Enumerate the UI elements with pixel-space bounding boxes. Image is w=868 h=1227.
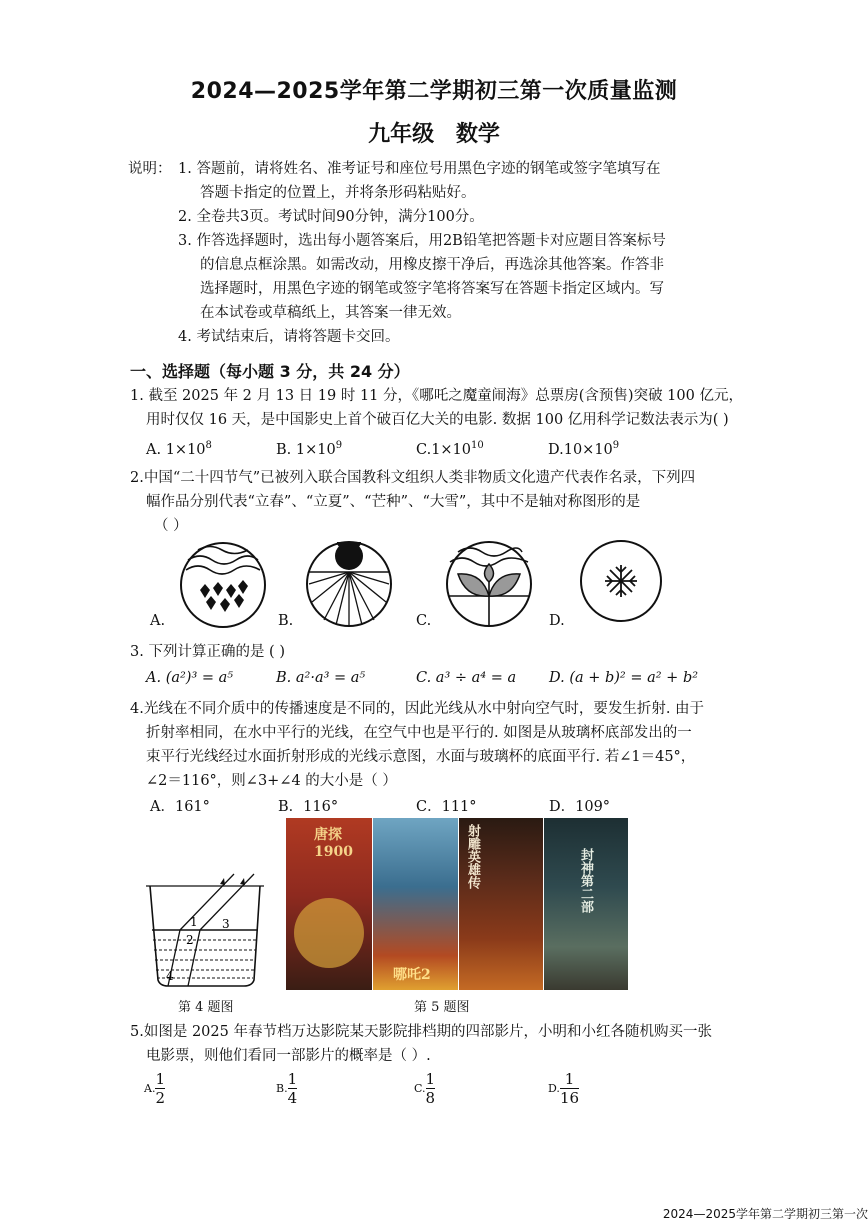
q4-option-d: D．109°	[549, 799, 611, 815]
q1-option-d: $D.10\times 10^9$	[548, 440, 620, 458]
note-line: 3. 作答选择题时，选出每小题答案后，用2B铅笔把答题卡对应题目答案标号	[178, 233, 666, 249]
q3-option-c: C. a³ ÷ a⁴ = a	[416, 670, 517, 686]
note-line: 1. 答题前，请将姓名、准考证号和座位号用黑色字迹的钢笔或签字笔填写在	[178, 161, 661, 177]
q1-option-c: $C.1\times 10^{10}$	[416, 440, 484, 458]
q2-option-a: A.	[150, 613, 166, 629]
poster-title: 唐探1900	[314, 827, 353, 860]
solar-term-lichun-figure	[178, 540, 268, 630]
movie-poster-1	[286, 818, 372, 990]
q5-option-b: B. $\frac{1}{4}$	[276, 1070, 298, 1107]
q1-line: 用时仅仅 16 天，是中国影史上首个破百亿大关的电影. 数据 100 亿用科学记数法表示为( )	[146, 412, 729, 428]
solar-term-lixia-figure	[304, 538, 394, 630]
q4-line: 折射率相同，在水中平行的光线，在空气中也是平行的. 如图是从玻璃杯底部发出的一	[146, 725, 692, 741]
note-line: 答题卡指定的位置上，并将条形码粘贴好。	[200, 185, 476, 201]
poster-title: 哪吒2	[393, 967, 431, 983]
q4-option-b: B．116°	[278, 799, 339, 815]
solar-term-mangzhong-figure	[444, 538, 534, 630]
q4-line: ∠2＝116°，则∠3+∠4 的大小是（ ）	[146, 773, 397, 789]
note-line: 4. 考试结束后，请将答题卡交回。	[178, 329, 400, 345]
note-line: 的信息点框涂黑。如需改动，用橡皮擦干净后，再选涂其他答案。作答非	[200, 257, 664, 273]
q4-line: 束平行光线经过水面折射形成的光线示意图，水面与玻璃杯的底面平行. 若∠1＝45°，	[146, 749, 696, 765]
q2-option-d: D.	[549, 613, 565, 629]
q3-option-b: B. a²·a³ = a⁵	[276, 670, 366, 686]
exam-subtitle: 九年级 数学	[368, 122, 500, 147]
poster-title: 封神第二部	[578, 848, 593, 913]
q3-stem: 3. 下列计算正确的是 ( )	[130, 644, 285, 660]
q2-line: 幅作品分别代表“立春”、“立夏”、“芒种”、“大雪”，其中不是轴对称图形的是	[146, 494, 641, 510]
q2-line: （ ）	[154, 518, 188, 534]
note-line: 在本试卷或草稿纸上，其答案一律无效。	[200, 305, 461, 321]
q3-option-a: A. (a²)³ = a⁵	[146, 670, 234, 686]
figure-caption-5: 第 5 题图	[414, 1000, 470, 1015]
q5-option-d: D. $\frac{1}{16}$	[548, 1070, 580, 1107]
q4-option-a: A．161°	[150, 799, 210, 815]
angle-label: 3	[222, 917, 230, 931]
notes-label: 说明：	[128, 161, 172, 177]
q3-option-d: D. (a + b)² = a² + b²	[549, 670, 699, 686]
glass-refraction-figure	[140, 868, 270, 992]
q5-line: 5.如图是 2025 年春节档万达影院某天影院排档期的四部影片，小明和小红各随机购买一张	[130, 1024, 712, 1040]
note-line: 2. 全卷共3页。考试时间90分钟，满分100分。	[178, 209, 484, 225]
q5-line: 电影票，则他们看同一部影片的概率是（ ）.	[146, 1048, 431, 1064]
movie-poster-2	[373, 818, 458, 990]
figure-caption-4: 第 4 题图	[178, 1000, 234, 1015]
angle-label: 2	[186, 933, 194, 947]
page-footer: 2024—2025学年第二学期初三第一次	[662, 1207, 868, 1221]
q2-line: 2.中国“二十四节气”已被列入联合国教科文组织人类非物质文化遗产代表作名录，下列四	[130, 470, 696, 486]
q1-option-b: B. $1\times 10^9$	[276, 440, 343, 458]
poster-title: 射雕英雄传	[465, 824, 480, 889]
section-heading: 一、选择题（每小题 3 分，共 24 分）	[130, 362, 410, 381]
q4-option-c: C．111°	[416, 799, 477, 815]
exam-title: 2024—2025学年第二学期初三第一次质量监测	[190, 79, 678, 104]
angle-label: 4	[166, 969, 174, 983]
q1-line: 1. 截至 2025 年 2 月 13 日 19 时 11 分，《哪吒之魔童闹海》总票房(含预售)突破 100 亿元，	[130, 388, 743, 404]
movie-poster-3	[459, 818, 543, 990]
q1-option-a: A. $1\times 10^8$	[146, 440, 212, 458]
angle-label: 1	[190, 915, 198, 929]
q2-option-b: B.	[278, 613, 294, 629]
q5-option-c: C. $\frac{1}{8}$	[414, 1070, 436, 1107]
note-line: 选择题时，用黑色字迹的钢笔或签字笔将答案写在答题卡指定区域内。写	[200, 281, 664, 297]
q4-line: 4.光线在不同介质中的传播速度是不同的，因此光线从水中射向空气时，要发生折射. 由于	[130, 701, 705, 717]
q5-option-a: A. $\frac{1}{2}$	[144, 1070, 165, 1107]
q2-option-c: C.	[416, 613, 432, 629]
solar-term-daxue-figure	[578, 538, 664, 624]
movie-poster-4	[544, 818, 628, 990]
